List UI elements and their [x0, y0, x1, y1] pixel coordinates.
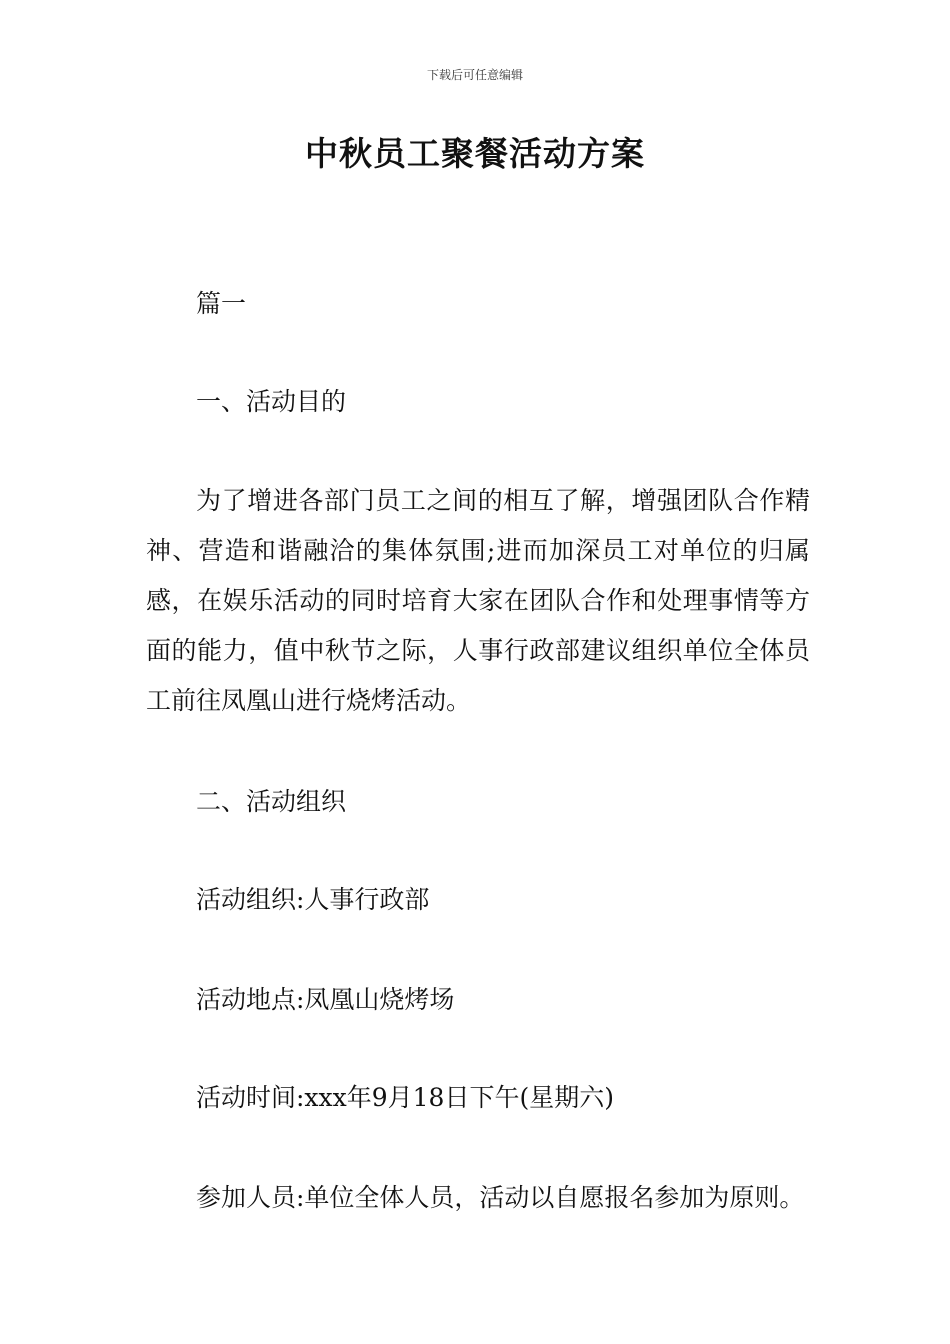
- heading-activity-organization: 二、活动组织: [196, 787, 347, 816]
- section-label: 篇一: [196, 289, 247, 318]
- document-title: 中秋员工聚餐活动方案: [305, 134, 645, 173]
- header-note: 下载后可任意编辑: [426, 68, 523, 82]
- detail-location: 活动地点:凤凰山烧烤场: [196, 985, 455, 1014]
- heading-activity-purpose: 一、活动目的: [196, 387, 347, 416]
- detail-participants: 参加人员:单位全体人员，活动以自愿报名参加为原则。: [196, 1183, 805, 1212]
- paragraph-activity-purpose: 为了增进各部门员工之间的相互了解，增强团队合作精神、营造和谐融洽的集体氛围;进而加深员工对单位的归属感，在娱乐活动的同时培育大家在团队合作和处理事情等方面的能力，值中秋节之际，人事行政部建议组织单位全体员工前往凤凰山进行烧烤活动。: [146, 486, 810, 715]
- detail-time: 活动时间:xxx年9月18日下午(星期六): [196, 1083, 614, 1112]
- detail-organizer: 活动组织:人事行政部: [196, 885, 430, 914]
